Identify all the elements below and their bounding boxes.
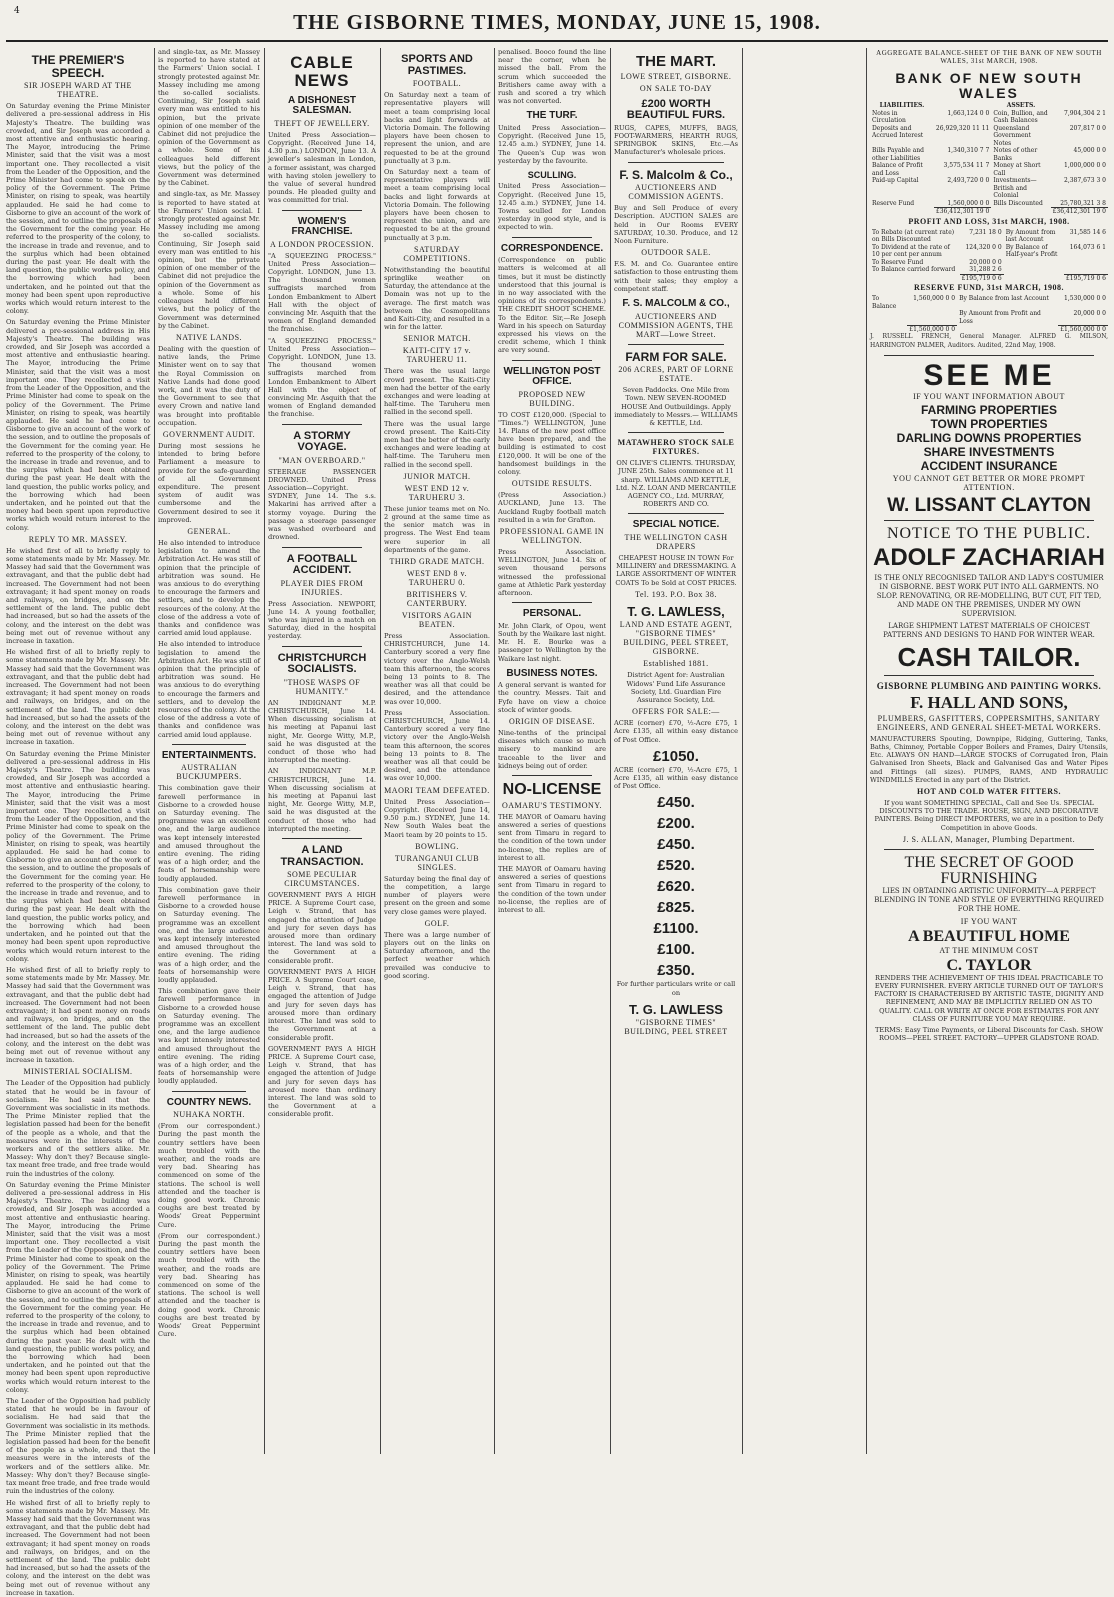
table-total-row: £1,560,000 0 0 £1,560,000 0 0 [909, 325, 1106, 333]
divider [282, 547, 362, 548]
divider [884, 849, 1094, 850]
ad-text: ACRE (corner) £70, ½-Acre £75, 1 Acre £135, all within easy distance of Post Office. [614, 765, 738, 791]
divider [282, 424, 362, 425]
section-heading: PROFESSIONAL GAME IN WELLINGTON. [499, 526, 605, 545]
headline-land-transaction: A LAND TRANSACTION. [280, 843, 364, 868]
ad-text: ACRE (corner) £70, ½-Acre £75, 1 Acre £135, all within easy distance of Post Office. [614, 719, 738, 744]
divider [884, 675, 1094, 676]
assets-header: ASSETS. [1006, 102, 1036, 110]
article-text: Press Association. NEWPORT, June 14. A young footballer, who was injured in a match on Saturday, died in the hospital yesterday. [268, 599, 376, 641]
article-text: The Leader of the Opposition had publicly stated that he would be in favour of socialism. He had said that the Government was socialistic in its methods. The Prime Minister replied that the legislation passed had been for the benefit of the people as a whole, and that the measures were in the interests of the workers and of the settlers alike. Mr. Massey: Why don't they? Because single-tax meant free trade, and free trade would ruin the industries of the colony. [6, 1397, 150, 1496]
ad-line: IF YOU WANT [960, 916, 1018, 926]
article-text: The Leader of the Opposition had publicly stated that he would be in favour of socialism. He had said that the Government was socialistic in its methods. The Prime Minister replied that the legislation passed had been for the benefit of the people as a whole, and that the measures were in the interests of the workers and of the settlers alike. Mr. Massey: Why don't they? Because single-tax meant free trade, and free trade would ruin the industries of the colony. [6, 1079, 150, 1178]
article-text: (From our correspondent.) During the past month the country settlers have been much troubled with the weather, and the roads are very bad. Shearing has commenced on some of the stations. The school is well attended and the teacher is doing good work. Chronic coughs are best treated by Woods' Great Peppermint Cure. [158, 1122, 260, 1229]
ad-heading: MATAWHERO STOCK SALE FIXTURES. [617, 438, 735, 457]
divider [512, 775, 592, 776]
ad-line: IF YOU WANT INFORMATION ABOUT [913, 391, 1065, 401]
divider [884, 520, 1094, 521]
headline-stormy-voyage: A STORMY VOYAGE. [293, 429, 351, 454]
column-rule [866, 48, 867, 1454]
headline-personal: PERSONAL. [522, 608, 582, 620]
article-text: Press Association. CHRISTCHURCH, June 14. Canterbury scored a very fine victory over the Anglo-Welsh team this afternoon, the scores being 13 points to 8. The weather was all that could be desired, and the attendance was over 10,000. [384, 708, 490, 783]
ad-lawless: T. G. LAWLESS, [627, 603, 725, 619]
reserve-fund-table [870, 295, 1108, 333]
article-text: GOVERNMENT PAYS A HIGH PRICE. A Supreme Court case, Leigh v. Strand, that has engaged the attention of Judge and jury for seven days has aroused more than ordinary interest. The land was sold to the Government at a considerable profit. [268, 891, 376, 965]
section-heading: SENIOR MATCH. [403, 334, 471, 344]
column-rule [742, 48, 743, 1454]
article-text: Mr. John Clark, of Opou, went South by the Waikare last night. Mr. H. E. Bourke was a passenger to Wellington by the Waikare last night. [498, 621, 606, 663]
subheadline: PROPOSED NEW BUILDING. [518, 389, 586, 408]
divider [172, 1091, 246, 1092]
divider [628, 513, 724, 514]
subheadline: VISITORS AGAIN BEATEN. [401, 611, 473, 630]
ad-notice-public: NOTICE TO THE PUBLIC. [886, 524, 1092, 542]
page-number: 4 [14, 6, 20, 16]
column-1 [6, 48, 150, 1597]
section-heading: THIRD GRADE MATCH. [389, 557, 485, 567]
liabilities-header: LIABILITIES. [879, 102, 925, 110]
article-text: Press Association. WELLINGTON, June 14. Six of seven thousand persons witnessed the professional game at Athletic Park yesterday afternoon. [498, 547, 606, 597]
article-text: These junior teams met on No. 2 ground at the same time as the senior match was in progress. The West End team were superior in all departments of the game. [384, 504, 490, 554]
column-5 [498, 48, 606, 1454]
ad-line: HOT AND COLD WATER FITTERS. [917, 787, 1061, 796]
article-text: This combination gave their farewell performance in Gisborne to a crowded house on Saturday evening. The programme was an excellent one, and the large audience was kept intensely interested and amused throughout the entire evening. The riding was of a high order, and the feats of horsemanship were loudly applauded. [158, 987, 260, 1086]
section-heading: MINISTERIAL SOCIALISM. [23, 1067, 133, 1077]
column-rule [610, 48, 611, 1454]
ad-list-item: TOWN PROPERTIES [930, 416, 1048, 431]
article-text: STEERAGE PASSENGER DROWNED. United Press Association—Copyright. SYDNEY, June 14. The s.s. Makarini has arrived after a stormy voyage. During the passage a steerage passenger was washed overboard and drowned. [268, 467, 376, 542]
table-row: To Reserve Fund 20,000 0 0 [872, 258, 1002, 266]
headline-turf: THE TURF. [526, 110, 578, 122]
ad-list-item: FARMING PROPERTIES [920, 402, 1057, 417]
ad-text: RUGS, CAPES, MUFFS, BAGS, FOOT-WARMERS, HEARTH RUGS, SPRINGBOK SKINS, Etc.—As Manufacturer's wholesale prices. [614, 123, 738, 157]
article-text: There was the usual large crowd present. The Kaiti-City men had the better of the early exchanges and were leading at half-time. The Taruheru men rallied in the second spell. [384, 419, 490, 469]
ad-heading: OUTDOOR SALE. [641, 248, 711, 258]
column-rule [154, 48, 155, 1454]
article-text: There was a large number of players out on the links on Saturday afternoon, and the perfect weather which prevailed was conducive to good scoring. [384, 930, 490, 980]
section-heading: SATURDAY COMPETITIONS. [403, 244, 471, 263]
headline-womens-franchise: WOMEN'S FRANCHISE. [291, 215, 353, 238]
bank-subtitle: AGGREGATE BALANCE-SHEET OF THE BANK OF NEW SOUTH WALES, 31st MARCH, 1908. [876, 49, 1102, 65]
divider [628, 344, 724, 345]
ad-list-item: DARLING DOWNS PROPERTIES [896, 430, 1082, 445]
section-heading: GOLF. [424, 918, 450, 928]
article-text: Saturday being the final day of the competition, a large number of players were present on the green and some very close games were played. [384, 874, 490, 916]
article-text: penalised. Booco found the line near the corner, when he missed the ball. From the scrum which succeeded the Britishers came away with a rush and scored a try which was not converted. [498, 48, 606, 106]
article-text: On Saturday evening the Prime Minister delivered a pre-sessional address in His Majesty's Theatre. The building was crowded, and Sir Joseph was accorded a most attentive and enthusiastic hearing. The Mayor, introducing the Prime Minister, said that the visit was a most important one. They recollected a visit from the Leader of the Opposition, and the Prime Minister had come to speak on the policy of the Government. The Prime Minister, on rising to speak, was heartily applauded. He said he had come to Gisborne to give an account of the work of the session, and to outline the proposals of the Government for the coming year. He referred to the prosperity of the colony, to the increase in trade and revenue, and to the surplus which had been obtained during the past year. He dealt with the land question, the public works policy, and the borrowing which had been undertaken, and he pointed out that the money had been spent upon reproductive works which would return interest to the colony. [6, 1180, 150, 1394]
table-row: Balance of Profit and Loss 3,575,534 11 7 Money at Short Call 1,000,000 0 0 [872, 162, 1106, 177]
match-score: WEST END 12 v. TARUHERU 3. [404, 483, 470, 502]
article-text: "A SQUEEZING PROCESS." United Press Association—Copyright. LONDON, June 13. The thousand women suffragists marched from London Embankment to Albert Hall with the object of convincing Mr. Asquith that the women of England demanded the franchise. [268, 336, 376, 419]
masthead [0, 0, 1114, 46]
section-heading: GOVERNMENT AUDIT. [162, 429, 256, 439]
article-text: and single-tax, as Mr. Massey is reported to have stated at the Farmers' Union social. I strongly protested against Mr. Massey including me among the so-called socialists. Continuing, Sir Joseph said every man was entitled to his opinion, but the private opinion of one member of the Cabinet did not prejudice the opinion of the Government as a whole. Some of his colleagues held different views, but the policy of the Government was determined by the Cabinet. [158, 48, 260, 188]
ad-text: Buy and Sell Produce of every Description. AUCTION SALES are held in Our Rooms EVERY SATURDAY, 10.30. Produce, and 12 Noon Furniture. [614, 204, 738, 246]
section-heading: REPLY TO MR. MASSEY. [28, 534, 128, 544]
subheadline: SIR JOSEPH WARD AT THE THEATRE. [24, 81, 132, 100]
headline-entertainments: ENTERTAINMENTS. [161, 749, 257, 761]
ad-line: YOU CANNOT GET BETTER OR MORE PROMPT ATTENTION. [892, 473, 1086, 492]
article-text: On Saturday evening the Prime Minister delivered a pre-sessional address in His Majesty's Theatre. The building was crowded, and Sir Joseph was accorded a most attentive and enthusiastic hearing. The Mayor, introducing the Prime Minister, said that the visit was a most important one. They recollected a visit from the Leader of the Opposition, and the Prime Minister had come to speak on the policy of the Government. The Prime Minister, on rising to speak, was heartily applauded. He said he had come to Gisborne to give an account of the work of the session, and to outline the proposals of the Government for the coming year. He referred to the prosperity of the colony, to the increase in trade and revenue, and to the surplus which had been obtained during the past year. He dealt with the land question, the public works policy, and the borrowing which had been undertaken, and he pointed out that the money had been spent upon reproductive works which would return interest to the colony. [6, 318, 150, 532]
ad-phone: Tel. 193. P.O. Box 38. [635, 589, 717, 599]
auditors-line: J. RUSSELL FRENCH, General Manager. ALFRED G. MILSON, HARRINGTON PALMER, Auditors. Audited, 22nd May, 1908. [870, 333, 1108, 349]
article-text: He wished first of all to briefly reply to some statements made by Mr. Massey. Mr. Massey had said that the Government was extravagant, and that the public debt had increased. The Government had not been extravagant; it had spent money on roads and railways, on bridges, and on the settlement of the land. The public debt had increased, but so had the assets of the colony, and the interest on the debt was being met out of revenue without any increase in taxation. [6, 648, 150, 747]
price-tag: £100. [657, 941, 695, 959]
article-text: This combination gave their farewell performance in Gisborne to a crowded house on Saturday evening. The programme was an excellent one, and the large audience was kept intensely interested and amused throughout the entire evening. The riding was of a high order, and the feats of horsemanship were loudly applauded. [158, 784, 260, 883]
ad-line: ON SALE TO-DAY [639, 83, 713, 93]
headline-christchurch-socialists: CHRISTCHURCH SOCIALISTS. [277, 651, 367, 676]
table-row: Paid-up Capital 2,493,720 0 0 Investments—British and Colonial 2,387,673 3 0 [872, 177, 1106, 200]
ad-line: OFFERS FOR SALE:— [632, 707, 720, 717]
headline-correspondence: CORRESPONDENCE. [500, 242, 604, 254]
subheadline: PLAYER DIES FROM INJURIES. [280, 578, 364, 597]
ad-malcolm-co: F. S. Malcolm & Co., [619, 167, 733, 182]
ad-signature: J. S. ALLAN, Manager, Plumbing Department. [902, 834, 1076, 844]
ad-farm-for-sale: FARM FOR SALE. [625, 349, 727, 364]
ad-address: LOWE STREET, GISBORNE. [620, 71, 732, 81]
article-text: United Press Association—Copyright. (Received June 14, 9.50 p.m.) SYDNEY, June 14. New South Wales beat the Maori team by 20 points to 15. [384, 797, 490, 839]
section-heading: MAORI TEAM DEFEATED. [384, 785, 490, 795]
ad-beautiful-home: A BEAUTIFUL HOME [908, 927, 1070, 945]
ad-text: IS THE ONLY RECOGNISED TAILOR AND LADY'S COSTUMIER IN GISBORNE. BEST WORK PUT INTO ALL GARMENTS. NO SLOP. RENOVATING, OR RE-MODELLING, BUT CUT, FIT TED, AND MADE ON THE PREMISES, UNDER MY OWN SUPERVISION. [874, 573, 1104, 618]
headline-country-news: COUNTRY NEWS. [166, 1096, 252, 1108]
section-heading: FOOTBALL. [412, 79, 462, 89]
article-text: On Saturday evening the Prime Minister delivered a pre-sessional address in His Majesty's Theatre. The building was crowded, and Sir Joseph was accorded a most attentive and enthusiastic hearing. The Mayor, introducing the Prime Minister, said that the visit was a most important one. They recollected a visit from the Leader of the Opposition, and the Prime Minister had come to speak on the policy of the Government. The Prime Minister, on rising to speak, was heartily applauded. He said he had come to Gisborne to give an account of the work of the session, and to outline the proposals of the Government for the coming year. He referred to the prosperity of the colony, to the increase in trade and revenue, and to the surplus which had been obtained during the past year. He dealt with the land question, the public works policy, and the borrowing which had been undertaken, and he pointed out that the money had been spent upon reproductive works which would return interest to the colony. [6, 102, 150, 316]
ad-line: AUCTIONEERS AND COMMISSION AGENTS. [628, 183, 724, 202]
article-text: On Saturday evening the Prime Minister delivered a pre-sessional address in His Majesty's Theatre. The building was crowded, and Sir Joseph was accorded a most attentive and enthusiastic hearing. The Mayor, introducing the Prime Minister, said that the visit was a most important one. They recollected a visit from the Leader of the Opposition, and the Prime Minister had come to speak on the policy of the Government. The Prime Minister, on rising to speak, was heartily applauded. He said he had come to Gisborne to give an account of the work of the session, and to outline the proposals of the Government for the coming year. He referred to the prosperity of the colony, to the increase in trade and revenue, and to the surplus which had been obtained during the past year. He dealt with the land question, the public works policy, and the borrowing which had been undertaken, and he pointed out that the money had been spent upon reproductive works which would return interest to the colony. [6, 749, 150, 963]
table-total-row: £36,412,301 19 0 £36,412,301 19 0 [935, 208, 1106, 216]
headline-business-notes: BUSINESS NOTES. [506, 667, 598, 679]
column-3 [268, 48, 376, 1454]
subheadline: SOME PECULIAR CIRCUMSTANCES. [284, 870, 360, 889]
article-text: This combination gave their farewell performance in Gisborne to a crowded house on Saturday evening. The programme was an excellent one, and the large audience was kept intensely interested and amused throughout the entire evening. The riding was of a high order, and the feats of horsemanship were loudly applauded. [158, 885, 260, 985]
ad-text: MANUFACTURERS Spouting, Downpipe, Ridging, Guttering, Tanks, Baths, Chimney, Portable Copper Boilers and Frames, Dairy Utensils, Etc. ALWAYS ON HAND—LARGE STOCKS of Corrugated Iron, Plain Galvanised Iron Sheets, Black and Galvanised Gas and Water Pipes and Fittings (all sizes). PUMPS, RAMS, AND HYDRAULIC WINDMILLS Erected in any part of the District. [870, 734, 1108, 784]
article-text: TO COST £120,000. (Special to "Times.") WELLINGTON, June 14. Plans of the new post office have been prepared, and the building is estimated to cost £120,000. It will be one of the handsomest buildings in the colony. [498, 410, 606, 476]
price-tag: £450. [657, 794, 695, 812]
masthead-rule [6, 40, 1108, 42]
ad-list-item: SHARE INVESTMENTS [923, 444, 1055, 459]
article-text: Dealing with the question of native lands, the Prime Minister went on to say that the Royal Commission on Native Lands had done good work, and it was the duty of the Government to see that every Crown and native land was brought into profitable occupation. [158, 344, 260, 427]
article-text: On Saturday next a team of representative players will meet a team comprising local backs and light forwards at Victoria Domain. The following players have been chosen to represent the union, and are requested to be at the ground punctually at 3 p.m. [384, 91, 490, 165]
headline-premiers-speech: THE PREMIER'S SPEECH. [31, 53, 125, 80]
subheadline: "MAN OVERBOARD." [278, 455, 366, 465]
table-row: Reserve Fund 1,560,000 0 0 Bills Discounted 25,780,321 3 8 [872, 199, 1106, 207]
article-text: AN INDIGNANT M.P. CHRISTCHURCH, June 14. When discussing socialism at his meeting at Papanui last night, Mr. George Witty, M.P., said he was disgusted at the conduct of those who had interrupted the meeting. [268, 698, 376, 765]
article-text: United Press Association—Copyright. (Received June 14, 4.30 p.m.) LONDON, June 13. A jeweller's salesman in London, a former assistant, was charged with having stolen jewellery to the value of several hundred pounds. He pleaded guilty and was committed for trial. [268, 130, 376, 205]
price-tag: £1100. [653, 920, 699, 938]
ad-text: TERMS: Easy Time Payments, or Liberal Discounts for Cash. SHOW ROOMS—PEEL STREET. FACTORY—UPPER GLADSTONE ROAD. [875, 1026, 1103, 1043]
ad-text: District Agent for: Australian Widows' Fund Life Assurance Society, Ltd. Guardian Fire Assurance Society, Ltd. [626, 671, 726, 704]
ad-see-me: SEE ME [923, 358, 1055, 392]
table-row: By Amount from Profit and Loss 20,000 0 0 [959, 310, 1106, 325]
table-row: To Balance 1,560,000 0 0 By Balance from last Account 1,530,000 0 0 [872, 295, 1106, 310]
divider [628, 162, 724, 163]
headline-dishonest-salesman: A DISHONEST SALESMAN. [288, 94, 356, 117]
ad-line: AT THE MINIMUM COST [939, 945, 1039, 955]
ad-line: 206 ACRES, PART OF LORNE ESTATE. [618, 365, 734, 384]
table-row: Bills Payable and other Liabilities 1,340,310 7 7 Notes of other Banks 45,000 0 0 [872, 147, 1106, 162]
section-heading: JUNIOR MATCH. [403, 471, 471, 481]
article-text: He wished first of all to briefly reply to some statements made by Mr. Massey. Mr. Massey had said that the Government was extravagant, and that the public debt had increased. The Government had not been extravagant; it had spent money on roads and railways, on bridges, and on the settlement of the land. The public debt had increased, but so had the assets of the colony, and the interest on the debt was being met out of revenue without any increase in taxation. [6, 1498, 150, 1597]
ad-special-notice: SPECIAL NOTICE. [632, 519, 720, 531]
ad-cash-tailor: CASH TAILOR. [897, 641, 1081, 672]
divider [512, 237, 592, 238]
ad-signature: T. G. LAWLESS [629, 1001, 723, 1017]
table-row: Notes in Circulation 1,663,124 0 0 Coin, Bullion, and Cash Balances 7,904,304 2 1 [872, 109, 1106, 125]
article-text: "A SQUEEZING PROCESS." United Press Association—Copyright. LONDON, June 13. The thousand women suffragists marched from London Embankment to Albert Hall with the object of convincing Mr. Asquith that the women of England demanded the franchise. [268, 251, 376, 334]
section-heading: GENERAL. [187, 526, 231, 536]
ad-c-taylor: C. TAYLOR [946, 956, 1032, 974]
article-text: There was the usual large crowd present. The Kaiti-City men had the better of the early exchanges and were leading at half-time. The Taruheru men rallied in the second spell. [384, 367, 490, 417]
subheadline: A LONDON PROCESSION. [269, 239, 374, 249]
table-total-row: £195,719 0 6 £195,719 0 6 [961, 274, 1106, 282]
article-text: (Press Association.) AUCKLAND, June 13. The Auckland Rugby football match resulted in a win for Grafton. [498, 491, 606, 524]
article-text: THE MAYOR of Oamaru having answered a series of questions sent from Timaru in regard to the condition of the town under no-license, the replies are of interest to all. [498, 865, 606, 915]
price-tag: £200. [657, 815, 695, 833]
divider [512, 602, 592, 603]
column-rule [380, 48, 381, 1454]
ad-line: PLUMBERS, GASFITTERS, COPPERSMITHS, SANITARY ENGINEERS, AND GENERAL SHEET-METAL WORKERS. [876, 713, 1102, 732]
divider [282, 838, 362, 839]
ad-text: F.S. M. and Co. Guarantee entire satisfaction to those entrusting them with their sales; they employ a competent staff. [614, 260, 738, 293]
section-heading: BRITISHERS V. CANTERBURY. [406, 590, 468, 609]
table-row: To Rebate (at current rate) on Bills Discounted 7,231 18 0 By Amount from last Account 31,585 14 6 [872, 228, 1106, 244]
ad-malcolm-co-2: F. S. MALCOLM & CO., [622, 298, 730, 310]
ad-text: ON CLIVE'S CLIENTS. THURSDAY, JUNE 25th. Sales commence at 11 sharp. WILLIAMS AND KETTLE, Ltd. N.Z. LOAN AND MERCANTILE AGENCY CO., Ltd. MURRAY, ROBERTS AND CO. [615, 459, 737, 509]
ad-text: For further particulars write or call on [616, 980, 736, 997]
ad-line: THE WELLINGTON CASH DRAPERS [624, 532, 728, 551]
column-rule [494, 48, 495, 1454]
table-row: Deposits and Accrued Interest 26,929,320 11 11 Queensland Government Notes 207,817 0 0 [872, 124, 1106, 147]
ad-secret-furnishing: THE SECRET OF GOOD FURNISHING [904, 853, 1074, 887]
column-7 [870, 48, 1108, 1454]
ad-furs-headline: £200 WORTH BEAUTIFUL FURS. [626, 97, 726, 122]
headline-post-office: WELLINGTON POST OFFICE. [503, 365, 601, 388]
article-text: AN INDIGNANT M.P. CHRISTCHURCH, June 14. When discussing socialism at his meeting at Papanui last night, Mr. George Witty, M.P., said he was disgusted at the conduct of those who had interrupted the meeting. [268, 767, 376, 833]
table-row: To Dividend at the rate of 10 per cent per annum 124,320 0 0 By Balance of Half-year's Profit 164,073 6 1 [872, 243, 1106, 259]
price-tag: £350. [657, 962, 695, 980]
article-text: United Press Association—Copyright. (Received June 15, 12.45 a.m.) SYDNEY, June 14. The Queen's Cup was won yesterday by the favourite. [498, 123, 606, 165]
balance-sheet-table [870, 102, 1108, 216]
divider [884, 355, 1094, 356]
column-rule [264, 48, 265, 1454]
ad-plumbing-heading: GISBORNE PLUMBING AND PAINTING WORKS. [876, 680, 1102, 691]
headline-no-license: NO-LICENSE [502, 781, 602, 799]
ad-the-mart: THE MART. [636, 53, 716, 70]
ad-text: Seven Paddocks. One Mile from Town. NEW SEVEN-ROOMED HOUSE And Outbuildings. Apply immediately to Messrs.— WILLIAMS & KETTLE, Ltd. [614, 386, 738, 427]
article-text: He also intended to introduce legislation to amend the Arbitration Act. He was still of opinion that the principle of arbitration was sound. He was anxious to do everything to encourage the farmers and settlers, and to develop the resources of the colony. At the close of the address a vote of thanks and confidence was carried amid loud applause. [158, 538, 261, 638]
headline-sculling: SCULLING. [527, 169, 577, 180]
subheadline: THEFT OF JEWELLERY. [274, 118, 370, 128]
headline-football-accident: A FOOTBALL ACCIDENT. [286, 552, 358, 577]
divider [172, 744, 246, 745]
subheadline: TURANGANUI CLUB SINGLES. [394, 853, 480, 872]
price-tag: £450. [657, 836, 695, 854]
reserve-fund-heading: RESERVE FUND, 31st MARCH, 1908. [913, 283, 1065, 293]
article-text: (Correspondence on public matters is welcomed at all times, but it must be distinctly understood that this journal is in no way associated with the opinions of its correspondents.) THE CREDIT SHOOT SCHEME. To the Editor. Sir,—Re Joseph Ward in his speech on Saturday expressed his views on the credit scheme, which I think are very sound. [498, 256, 606, 355]
article-text: THE MAYOR of Oamaru having answered a series of questions sent from Timaru in regard to the condition of the town under no-license, the replies are of interest to all. [498, 812, 606, 862]
ad-text: CHEAPEST HOUSE IN TOWN For MILLINERY and DRESSMAKING. A LARGE ASSORTMENT OF WINTER COATS To be Sold at COST PRICES. [615, 553, 737, 587]
article-text: GOVERNMENT PAYS A HIGH PRICE. A Supreme Court case, Leigh v. Strand, that has engaged the attention of Judge and jury for seven days has aroused more than ordinary interest. The land was sold to the Government at a considerable profit. [268, 1044, 376, 1119]
divider [282, 210, 362, 211]
article-text: During most sessions he intended to bring before Parliament a measure to provide for the safe-guarding of all Government expenditure. The present system of audit was cumbersome and the Government desired to see it improved. [158, 441, 260, 524]
divider [628, 432, 724, 433]
ad-list-item: ACCIDENT INSURANCE [920, 458, 1058, 473]
section-heading: ORIGIN OF DISEASE. [508, 717, 596, 727]
ad-text: RENDERS THE ACHIEVEMENT OF THIS IDEAL PRACTICABLE TO EVERY FURNISHER. EVERY ARTICLE TURNED OUT OF TAYLOR'S FACTORY IS CHARACTERISED BY ARTISTIC TASTE, DIGNITY AND REFINEMENT, AND MAY BE IMPLICITLY RELIED ON AS TO QUALITY. CALL OR WRITE AT ONCE FOR ESTIMATES FOR ANY CLASS OF FURNITURE YOU MAY REQUIRE. [874, 973, 1104, 1023]
newspaper-title: THE GISBORNE TIMES, MONDAY, JUNE 15, 1908. [293, 10, 821, 34]
match-score: WEST END 8 v. TARUHERU 0. [406, 569, 468, 588]
ad-line: AUCTIONEERS AND COMMISSION AGENTS, THE MART—Lowe Street. [618, 311, 734, 339]
article-text: GOVERNMENT PAYS A HIGH PRICE. A Supreme Court case, Leigh v. Strand, that has engaged the attention of Judge and jury for seven days has aroused more than ordinary interest. The land was sold to the Government at a considerable profit. [268, 967, 376, 1042]
profit-loss-table [870, 229, 1108, 283]
ad-line: Established 1881. [643, 659, 709, 669]
section-heading: OUTSIDE RESULTS. [511, 479, 593, 489]
article-text: On Saturday next a team of representative players will meet a team comprising local backs and light forwards at Victoria Domain. The following players have been chosen to represent the union, and are requested to be at the ground punctually at 3 p.m. [384, 167, 490, 242]
subheadline: NUHAKA NORTH. [173, 1110, 245, 1120]
price-tag: £1050. [653, 747, 699, 765]
headline-sports: SPORTS AND PASTIMES. [401, 53, 473, 77]
subheadline: AUSTRALIAN BUCKJUMPERS. [176, 763, 242, 782]
ad-adolf-zachariah: ADOLF ZACHARIAH [873, 543, 1105, 571]
article-text: Notwithstanding the beautiful springlike weather on Saturday, the attendance at the Domain was not up to the average. The first match was between the Cosmopolitans and Kaiti-City, and resulted in a win for the latter. [384, 265, 490, 332]
price-tag: £520. [657, 857, 695, 875]
divider [512, 360, 592, 361]
column-2 [158, 48, 260, 1454]
profit-loss-heading: PROFIT AND LOSS, 31st MARCH, 1908. [908, 216, 1070, 226]
column-6 [614, 48, 738, 1454]
column-4 [384, 48, 490, 1454]
ad-line: "GISBORNE TIMES" BUILDING, PEEL STREET [624, 1018, 728, 1037]
subheadline: OAMARU'S TESTIMONY. [502, 800, 602, 810]
ad-hall-and-sons: F. HALL AND SONS, [910, 692, 1068, 712]
article-text: and single-tax, as Mr. Massey is reported to have stated at the Farmers' Union social. I strongly protested against Mr. Massey including me among the so-called socialists. Continuing, Sir Joseph said every man was entitled to his opinion, but the private opinion of one member of the Cabinet did not prejudice the opinion of the Government as a whole. Some of his colleagues held different views, but the policy of the Government was determined by the Cabinet. [158, 190, 260, 330]
ad-text: LARGE SHIPMENT LATEST MATERIALS OF CHOICEST PATTERNS AND DESIGNS TO HAND FOR WINTER WEAR. [883, 621, 1095, 639]
ad-text: LIES IN OBTAINING ARTISTIC UNIFORMITY—A PERFECT BLENDING IN TONE AND STYLE OF EVERYTHING REQUIRED FOR THE HOME. [874, 886, 1104, 913]
price-tag: £620. [657, 878, 695, 896]
ad-lissant-clayton: W. LISSANT CLAYTON [887, 494, 1091, 516]
match-score: KAITI-CITY 17 v. TARUHERU 11. [402, 346, 472, 365]
price-tag: £825. [657, 899, 695, 917]
bank-title: BANK OF NEW SOUTH WALES [895, 70, 1083, 101]
article-text: He wished first of all to briefly reply to some statements made by Mr. Massey. Mr. Massey had said that the Government was extravagant, and that the public debt had increased. The Government had not been extravagant; it had spent money on roads and railways, on bridges, and on the settlement of the land. The public debt had increased, but so had the assets of the colony, and the interest on the debt was being met out of revenue without any increase in taxation. [6, 546, 150, 645]
ad-line: LAND AND ESTATE AGENT, "GISBORNE TIMES" BUILDING, PEEL STREET, GISBORNE. [619, 620, 733, 657]
article-text: He also intended to introduce legislation to amend the Arbitration Act. He was still of opinion that the principle of arbitration was sound. He was anxious to do everything to encourage the farmers and settlers, and to develop the resources of the colony. At the close of the address a vote of thanks and confidence was carried amid loud applause. [158, 640, 261, 739]
section-heading: NATIVE LANDS. [175, 332, 243, 342]
article-text: (From our correspondent.) During the past month the country settlers have been much troubled with the weather, and the roads are very bad. Shearing has commenced on some of the stations. The school is well attended and the teacher is doing good work. Chronic coughs are best treated by Woods' Great Peppermint Cure. [158, 1231, 260, 1339]
ad-text: If you want SOMETHING SPECIAL, Call and See Us. SPECIAL DISCOUNTS TO THE TRADE. HOUSE, SIGN, AND DECORATIVE PAINTERS. Being DIRECT IMPORTERS, we are in a position to Defy Competition in above Goods. [874, 799, 1104, 832]
table-row: To Balance carried forward 31,288 2 6 [872, 266, 1002, 274]
article-text: A general servant is wanted for the country. Messrs. Tait and Fyfe have on view a choice stock of winter goods. [498, 681, 606, 714]
article-text: Nine-tenths of the principal diseases which cause so much misery to mankind are traceable to the liver and kidneys being out of order. [498, 729, 606, 770]
article-text: Press Association. CHRISTCHURCH, June 14. Canterbury scored a very fine victory over the Anglo-Welsh team this afternoon, the scores being 13 points to 8. The weather was all that could be desired, and the attendance was over 10,000. [384, 632, 490, 706]
divider [282, 646, 362, 647]
article-text: United Press Association—Copyright. (Received June 15, 12.45 a.m.) SYDNEY, June 14. Towns sculled for London yesterday in good style, and is expected to win. [498, 182, 606, 232]
article-text: He wished first of all to briefly reply to some statements made by Mr. Massey. Mr. Massey had said that the Government was extravagant, and that the public debt had increased. The Government had not been extravagant; it had spent money on roads and railways, on bridges, and on the settlement of the land. The public debt had increased, but so had the assets of the colony, and the interest on the debt was being met out of revenue without any increase in taxation. [6, 965, 150, 1065]
subheadline: "THOSE WASPS OF HUMANITY." [283, 677, 361, 696]
headline-cable-news: CABLE NEWS [290, 53, 354, 90]
section-heading: BOWLING. [415, 841, 459, 851]
